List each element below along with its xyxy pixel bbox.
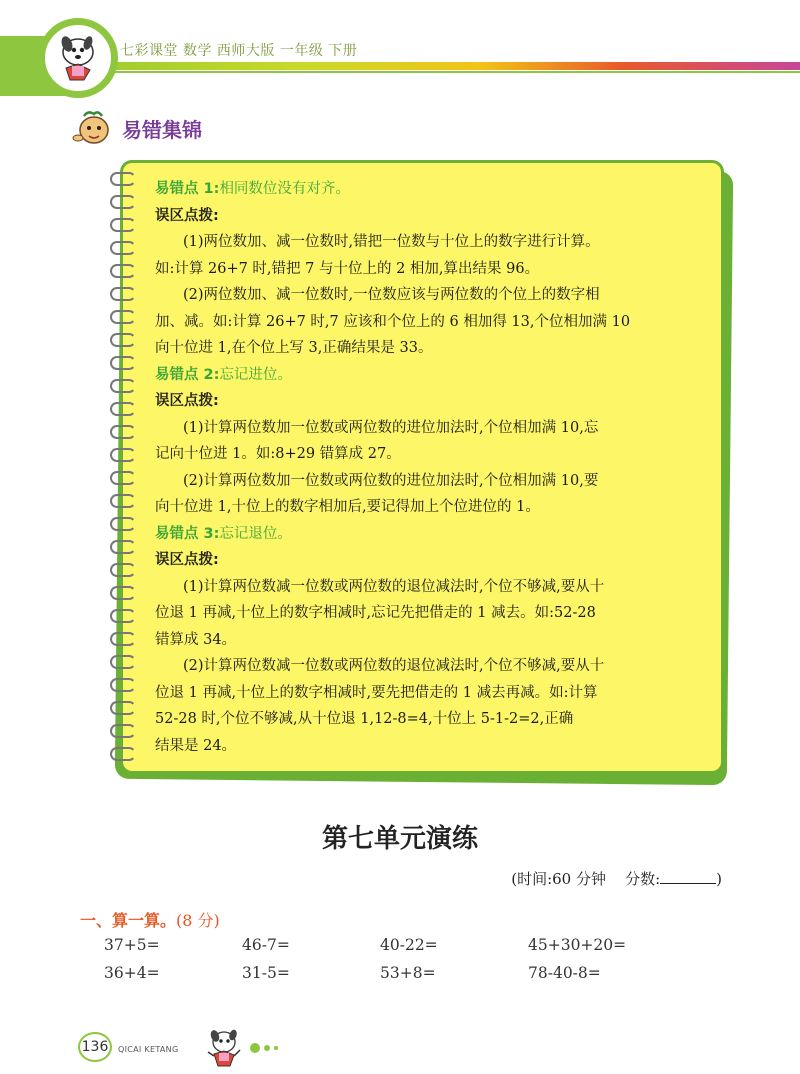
footer-dot: [264, 1045, 270, 1051]
section-title: 易错集锦: [122, 118, 202, 142]
text-line: (2)计算两位数减一位数或两位数的退位减法时,个位不够减,要从十: [183, 658, 605, 674]
error-point-label: 易错点 3:: [155, 525, 220, 542]
arithmetic-item[interactable]: 31-5=: [242, 964, 290, 982]
text-line: (1)两位数加、减一位数时,错把一位数与十位上的数字进行计算。: [183, 234, 600, 250]
text-line: 向十位进 1,十位上的数字相加后,要记得加上个位进位的 1。: [155, 499, 540, 515]
arithmetic-item[interactable]: 36+4=: [104, 964, 160, 982]
footer-brand: QICAI KETANG: [118, 1045, 179, 1054]
spiral-ring: [110, 586, 136, 600]
score-label: 分数:: [625, 870, 661, 888]
text-line: (1)计算两位数减一位数或两位数的退位减法时,个位不够减,要从十: [183, 578, 605, 595]
question-1-grid: [104, 936, 704, 992]
text-line: 结果是 24。: [155, 737, 237, 754]
question-1-title: [80, 908, 220, 931]
text-line: 加、减。如:计算 26+7 时,7 应该和个位上的 6 相加得 13,个位相加满 10: [155, 313, 631, 330]
unit-title: 第七单元演练: [321, 824, 478, 854]
spiral-ring: [110, 632, 136, 646]
spiral-ring: [110, 448, 136, 462]
tip-label: 误区点拨:: [155, 393, 219, 409]
error-point-label: 易错点 2:: [155, 366, 220, 383]
text-line: (1)计算两位数加一位数或两位数的进位加法时,个位相加满 10,忘: [183, 419, 599, 436]
meta-close: ): [716, 870, 722, 888]
tip-label: 误区点拨:: [155, 207, 219, 224]
spiral-ring: [110, 310, 136, 324]
arithmetic-item[interactable]: 45+30+20=: [528, 936, 627, 954]
time-label: (时间:60 分钟: [511, 870, 606, 888]
question-row: [104, 964, 704, 992]
text-line: 记向十位进 1。如:8+29 错算成 27。: [155, 446, 401, 462]
test-meta: [511, 868, 722, 889]
spiral-ring: [110, 563, 136, 577]
question-title-text: 一、算一算。: [80, 911, 177, 930]
header-rainbow-bar: [88, 62, 800, 70]
spiral-ring: [110, 356, 136, 370]
text-line: 位退 1 再减,十位上的数字相减时,要先把借走的 1 减去再减。如:计算: [155, 684, 598, 701]
footer-dot: [274, 1046, 278, 1050]
spiral-ring: [110, 402, 136, 416]
spiral-ring: [110, 264, 136, 278]
spiral-ring: [110, 333, 136, 347]
text-line: (2)计算两位数加一位数或两位数的进位加法时,个位相加满 10,要: [183, 472, 599, 489]
arithmetic-item[interactable]: 53+8=: [380, 964, 436, 982]
text-line: (2)两位数加、减一位数时,一位数应该与两位数的个位上的数字相: [183, 287, 600, 303]
spiral-ring: [110, 655, 136, 669]
question-points: (8 分): [176, 911, 220, 930]
page-header: [0, 0, 800, 100]
spiral-ring: [110, 540, 136, 554]
spiral-ring: [110, 747, 136, 761]
spiral-ring: [110, 701, 136, 715]
text-line: 52-28 时,个位不够减,从十位退 1,12-8=4,十位上 5-1-2=2,正确: [155, 711, 574, 727]
text-line: 错算成 34。: [155, 631, 237, 648]
spiral-ring: [110, 678, 136, 692]
error-point-text: 相同数位没有对齐。: [219, 181, 350, 197]
spiral-ring: [110, 425, 136, 439]
spiral-ring: [110, 379, 136, 393]
question-row: [104, 936, 704, 964]
arithmetic-item[interactable]: 78-40-8=: [528, 964, 601, 982]
text-line: 向十位进 1,在个位上写 3,正确结果是 33。: [155, 340, 433, 356]
error-point-3-heading: [155, 521, 715, 548]
tip-label: 误区点拨:: [155, 552, 219, 568]
error-point-1-heading: [155, 176, 715, 203]
error-point-label: 易错点 1:: [155, 181, 220, 197]
spiral-ring: [110, 195, 136, 209]
footer-dot: [250, 1043, 260, 1053]
header-title: 七彩课堂 数学 西师大版 一年级 下册: [120, 43, 358, 59]
text-line: 位退 1 再减,十位上的数字相减时,忘记先把借走的 1 减去。如:52-28: [155, 605, 596, 621]
mascot-head-icon: [72, 108, 114, 148]
spiral-ring: [110, 172, 136, 186]
error-point-2-heading: [155, 362, 715, 389]
dog-mascot-icon: [48, 28, 106, 86]
error-point-text: 忘记退位。: [219, 525, 292, 542]
text-line: 如:计算 26+7 时,错把 7 与十位上的 2 相加,算出结果 96。: [155, 260, 540, 277]
spiral-ring: [110, 471, 136, 485]
arithmetic-item[interactable]: 37+5=: [104, 936, 160, 954]
spiral-ring: [110, 287, 136, 301]
arithmetic-item[interactable]: 40-22=: [380, 936, 438, 954]
error-point-text: 忘记进位。: [219, 366, 292, 383]
score-blank[interactable]: [660, 870, 716, 884]
notebook-rings: [110, 172, 140, 772]
page-number: 136: [78, 1032, 112, 1062]
spiral-ring: [110, 609, 136, 623]
spiral-ring: [110, 494, 136, 508]
header-underline: [88, 71, 800, 73]
arithmetic-item[interactable]: 46-7=: [242, 936, 290, 954]
spiral-ring: [110, 724, 136, 738]
dog-mascot-icon: [200, 1026, 246, 1070]
spiral-ring: [110, 241, 136, 255]
notebook-content: [155, 176, 715, 759]
spiral-ring: [110, 517, 136, 531]
spiral-ring: [110, 218, 136, 232]
